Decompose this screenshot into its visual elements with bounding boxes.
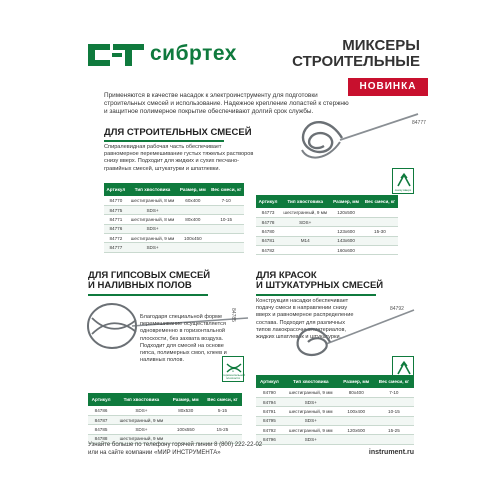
table-cell bbox=[330, 217, 362, 226]
table-paint bbox=[256, 375, 414, 445]
spiral-mixer-image bbox=[280, 108, 420, 168]
table-cell: 84778 bbox=[256, 217, 280, 226]
table-cell bbox=[339, 397, 374, 406]
table-cell bbox=[208, 205, 244, 214]
table-cell: шестигранный, 9 мм bbox=[280, 208, 330, 217]
table-cell: 100x550 bbox=[169, 425, 203, 434]
table-cell: 10-15 bbox=[374, 407, 414, 416]
direction-icon-gypsum bbox=[222, 356, 244, 382]
table-cell: 7-10 bbox=[208, 196, 244, 205]
col-shank: Тип хвостовика bbox=[280, 195, 330, 208]
table-cell: 84787 bbox=[88, 415, 114, 424]
table-cell: 84773 bbox=[256, 208, 280, 217]
table-row bbox=[256, 227, 398, 236]
section-gypsum-code: 84785 bbox=[229, 308, 236, 322]
table-cell bbox=[362, 217, 398, 226]
section-building-desc: Спиралевидная рабочая часть обеспечивает равномерное перемешивание густых тяжелых растворов снизу вверх. Подходит для жидких и сухих песчано-гравийных смесей, штукатурки и шпатлевки. bbox=[104, 144, 254, 172]
table-row bbox=[104, 196, 244, 205]
table-cell bbox=[177, 224, 208, 233]
table-cell bbox=[208, 224, 244, 233]
table-cell: 84772 bbox=[104, 234, 128, 243]
col-shank: Тип хвостовика bbox=[114, 393, 168, 406]
table-cell: SDS+ bbox=[280, 217, 330, 226]
table-cell: 80x530 bbox=[169, 406, 203, 415]
table-cell: SDS+ bbox=[283, 435, 339, 444]
title-line-2: СТРОИТЕЛЬНЫЕ bbox=[292, 53, 420, 70]
table-cell bbox=[339, 416, 374, 425]
col-weight: Вес смеси, кг bbox=[208, 183, 244, 196]
col-article: Артикул bbox=[256, 195, 280, 208]
table-cell bbox=[203, 415, 242, 424]
table-cell: 5-15 bbox=[203, 406, 242, 415]
table-cell: 84791 bbox=[256, 407, 283, 416]
table-cell: SDS+ bbox=[128, 243, 178, 252]
table-cell: 100x400 bbox=[339, 407, 374, 416]
section-paint-title: ДЛЯ КРАСОК И ШТУКАТУРНЫХ СМЕСЕЙ bbox=[256, 270, 384, 291]
footer-contact bbox=[88, 442, 262, 457]
table-cell: шестигранный, 8 мм bbox=[128, 196, 178, 205]
table-cell: 160x600 bbox=[330, 246, 362, 255]
table-row bbox=[256, 217, 398, 226]
table-cell bbox=[374, 397, 414, 406]
col-weight: Вес смеси, кг bbox=[203, 393, 242, 406]
table-row bbox=[104, 234, 244, 243]
table-building-left bbox=[104, 183, 244, 253]
table-cell: 84788 bbox=[88, 434, 114, 443]
table-cell: 100x450 bbox=[177, 234, 208, 243]
direction-caption: снизу вверх bbox=[394, 187, 412, 192]
table-cell bbox=[362, 208, 398, 217]
col-size: Размер, мм bbox=[177, 183, 208, 196]
direction-caption: в горизонтальной плоскости bbox=[223, 369, 246, 380]
table-cell: шестигранный, 8 мм bbox=[128, 215, 178, 224]
table-cell: SDS+ bbox=[283, 397, 339, 406]
table-row bbox=[104, 215, 244, 224]
table-cell: SDS+ bbox=[128, 205, 178, 214]
table-cell: шестигранный, 9 мм bbox=[128, 234, 178, 243]
table-cell: 10-15 bbox=[208, 215, 244, 224]
table-cell: 15-25 bbox=[203, 425, 242, 434]
table-building-right bbox=[256, 195, 398, 255]
table-row bbox=[256, 426, 414, 435]
table-cell bbox=[177, 243, 208, 252]
section-paint-desc: Конструкция насадки обеспечивает подачу смеси в направлении снизу вверх и равномерное распределение состава. Подходит для различных типов лакокрасочных материалов, жидких шпатлевок и штукатурки. bbox=[256, 298, 354, 341]
col-size: Размер, мм bbox=[339, 375, 374, 388]
table-cell: 120x600 bbox=[339, 426, 374, 435]
col-shank: Тип хвостовика bbox=[128, 183, 178, 196]
section-gypsum-desc: Благодаря специальной форме перемешивание осуществляется одновременно в горизонтальной плоскости, без захвата воздуха. Подходит для смесей на основе гипса, полимерных смол, клеев и наливных полов. bbox=[140, 314, 227, 364]
direction-icon-building bbox=[392, 168, 414, 194]
table-cell: 15-30 bbox=[362, 227, 398, 236]
col-size: Размер, мм bbox=[330, 195, 362, 208]
table-cell: 84770 bbox=[104, 196, 128, 205]
table-row bbox=[88, 415, 242, 424]
section-building-rule bbox=[104, 140, 224, 142]
table-cell: 15-25 bbox=[374, 426, 414, 435]
up-arrows-icon bbox=[394, 171, 414, 189]
table-row bbox=[256, 435, 414, 444]
table-cell: 84794 bbox=[256, 397, 283, 406]
table-cell: 60x400 bbox=[177, 196, 208, 205]
section-gypsum-title: ДЛЯ ГИПСОВЫХ СМЕСЕЙ И НАЛИВНЫХ ПОЛОВ bbox=[88, 270, 211, 291]
table-cell: шестигранный, 9 мм bbox=[114, 415, 168, 424]
col-weight: Вес смеси, кг bbox=[362, 195, 398, 208]
table-cell: 84771 bbox=[104, 215, 128, 224]
table-cell: 84790 bbox=[256, 388, 283, 397]
table-cell: M14 bbox=[280, 236, 330, 245]
table-cell: 84776 bbox=[104, 224, 128, 233]
col-shank: Тип хвостовика bbox=[283, 375, 339, 388]
table-cell: SDS+ bbox=[283, 416, 339, 425]
table-cell: 123x600 bbox=[330, 227, 362, 236]
table-cell bbox=[339, 435, 374, 444]
section-paint-rule bbox=[256, 294, 376, 296]
footer-website-link[interactable]: instrument.ru bbox=[368, 449, 414, 456]
table-cell: SDS+ bbox=[128, 224, 178, 233]
table-row bbox=[256, 397, 414, 406]
table-cell: 84796 bbox=[256, 435, 283, 444]
new-badge: НОВИНКА bbox=[348, 78, 428, 96]
col-article: Артикул bbox=[256, 375, 283, 388]
table-cell bbox=[208, 234, 244, 243]
brand-logo-icon bbox=[86, 40, 146, 70]
table-cell: 80x400 bbox=[177, 215, 208, 224]
table-cell: 143x600 bbox=[330, 236, 362, 245]
table-cell: 84777 bbox=[104, 243, 128, 252]
table-cell: SDS+ bbox=[114, 406, 168, 415]
table-row bbox=[104, 243, 244, 252]
table-row bbox=[256, 246, 398, 255]
table-cell bbox=[169, 415, 203, 424]
section-building-title: ДЛЯ СТРОИТЕЛЬНЫХ СМЕСЕЙ bbox=[104, 127, 252, 138]
table-row bbox=[256, 388, 414, 397]
table-cell bbox=[177, 205, 208, 214]
table-cell bbox=[374, 416, 414, 425]
table-cell bbox=[280, 246, 330, 255]
table-cell: SDS+ bbox=[114, 425, 168, 434]
section-building-code: 84777 bbox=[412, 120, 426, 126]
col-size: Размер, мм bbox=[169, 393, 203, 406]
table-cell bbox=[374, 435, 414, 444]
table-cell: 80x400 bbox=[339, 388, 374, 397]
table-cell: 84780 bbox=[256, 227, 280, 236]
table-cell bbox=[280, 227, 330, 236]
section-paint-code: 84792 bbox=[390, 306, 404, 312]
table-cell: 7-10 bbox=[374, 388, 414, 397]
table-cell: шестигранный, 9 мм bbox=[283, 426, 339, 435]
table-cell: 84795 bbox=[256, 416, 283, 425]
table-cell: шестигранный, 9 мм bbox=[283, 388, 339, 397]
table-row bbox=[88, 406, 242, 415]
table-cell: 84781 bbox=[256, 236, 280, 245]
table-cell: 84775 bbox=[104, 205, 128, 214]
table-row bbox=[88, 425, 242, 434]
table-row bbox=[256, 416, 414, 425]
table-cell: шестигранный, 9 мм bbox=[114, 434, 168, 443]
table-cell: 84785 bbox=[88, 425, 114, 434]
table-cell bbox=[362, 236, 398, 245]
col-article: Артикул bbox=[104, 183, 128, 196]
title-line-1: МИКСЕРЫ bbox=[342, 37, 420, 54]
table-row bbox=[256, 208, 398, 217]
col-weight: Вес смеси, кг bbox=[374, 375, 414, 388]
col-article: Артикул bbox=[88, 393, 114, 406]
table-cell: 84782 bbox=[256, 246, 280, 255]
section-gypsum-rule bbox=[88, 294, 208, 296]
table-row bbox=[104, 205, 244, 214]
intro-text: Применяются в качестве насадок к электроинструменту для подготовки строительных смесей и использование. Надежное крепление лопастей к стержню и защитное полимерное покрытие обеспечивают долгий срок службы. bbox=[104, 92, 349, 116]
table-cell: 84792 bbox=[256, 426, 283, 435]
table-cell: 84786 bbox=[88, 406, 114, 415]
table-row bbox=[256, 236, 398, 245]
page-title bbox=[292, 38, 420, 70]
table-cell bbox=[208, 243, 244, 252]
table-cell: шестигранный, 9 мм bbox=[283, 407, 339, 416]
paint-mixer-image bbox=[286, 304, 416, 364]
brand-name: сибртех bbox=[150, 42, 237, 65]
table-gypsum bbox=[88, 393, 242, 444]
table-row bbox=[104, 224, 244, 233]
table-cell: 120x500 bbox=[330, 208, 362, 217]
table-cell bbox=[362, 246, 398, 255]
footer-site-note: или на сайте компании «МИР ИНСТРУМЕНТА» bbox=[88, 449, 221, 456]
table-row bbox=[256, 407, 414, 416]
footer-hotline: Узнайте больше по телефону горячей линии 8 (800) 222-22-02 bbox=[88, 442, 263, 448]
